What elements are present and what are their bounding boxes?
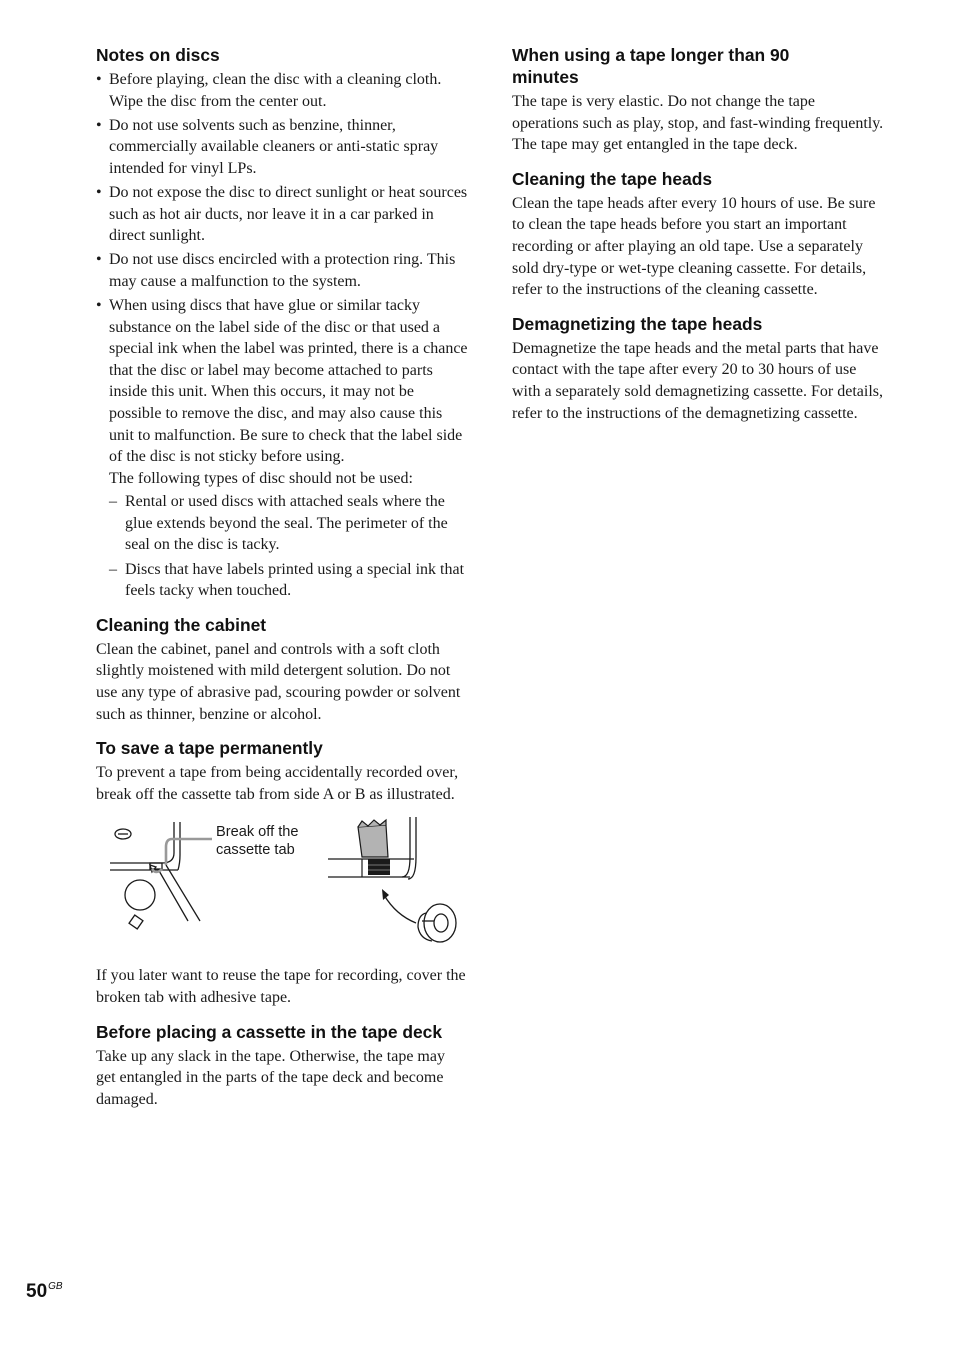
heading-before-placing: Before placing a cassette in the tape deck (96, 1021, 443, 1042)
demagnetizing-text: Demagnetize the tape heads and the metal parts that have contact with the tape after every 20 to 30 hours of use with a separately sold demagnetizing cassette. For details, refer to the instructions of the demagnetizing cassette. (512, 339, 883, 422)
list-item (96, 295, 468, 602)
section-cleaning-cabinet (96, 614, 468, 725)
list-item-text: When using discs that have glue or similar tacky substance on the label side of the disc or that used a special ink when the label was printed, there is a chance that the disc or label may become attached to parts inside this unit. When this occurs, it may not be possible to remove the disc, and may also cause this unit to malfunction. Be sure to check that the label side of the disc is not sticky before using. (109, 296, 468, 466)
list-item: • Do not expose the disc to direct sunlight or heat sources such as hot air ducts, nor leave it in a car parked in direct sunlight. (96, 182, 468, 247)
section-save-tape (96, 737, 468, 1008)
cleaning-heads-text: Clean the tape heads after every 10 hours of use. Be sure to clean the tape heads before you start an important recording or after playing an old tape. Use a separately sold dry-type or wet-type cleaning cassette. For details, refer to the instructions of the cleaning cassette. (512, 194, 876, 299)
heading-demagnetizing: Demagnetizing the tape heads (512, 313, 763, 334)
cassette-tab-illustration (96, 817, 468, 949)
section-demagnetizing (512, 313, 884, 424)
right-column (512, 44, 884, 436)
section-before-placing (96, 1021, 468, 1111)
heading-notes-on-discs: Notes on discs (96, 45, 220, 65)
list-item: – Rental or used discs with attached seals where the glue extends beyond the seal. The perimeter of the seal on the disc is tacky. (109, 491, 468, 556)
cleaning-cabinet-text: Clean the cabinet, panel and controls with a soft cloth slightly moistened with mild detergent solution. Do not use any type of abrasive pad, scouring powder or solvent such as thinner, benzine or alcohol. (96, 640, 461, 723)
list-item: • Before playing, clean the disc with a cleaning cloth. Wipe the disc from the center out. (96, 69, 468, 112)
heading-longer-tape: When using a tape longer than 90 minutes (512, 45, 790, 87)
section-cleaning-heads (512, 168, 884, 301)
heading-save-tape: To save a tape permanently (96, 738, 323, 759)
section-notes-on-discs (96, 44, 468, 602)
page-number (26, 1281, 63, 1303)
list-item: • Do not use discs encircled with a protection ring. This may cause a malfunction to the system. (96, 249, 468, 292)
disc-notes-list (96, 69, 468, 602)
heading-cleaning-cabinet: Cleaning the cabinet (96, 614, 267, 635)
page-number-value: 50 (26, 1281, 48, 1302)
before-placing-text: Take up any slack in the tape. Otherwise, the tape may get entangled in the parts of the tape deck and become damaged. (96, 1047, 445, 1108)
following-types-text: The following types of disc should not be used: (109, 469, 413, 487)
disc-types-list (109, 491, 468, 601)
heading-cleaning-heads: Cleaning the tape heads (512, 168, 713, 189)
section-longer-tape (512, 44, 884, 156)
left-column (96, 44, 468, 1122)
list-item: – Discs that have labels printed using a special ink that feels tacky when touched. (109, 559, 468, 602)
reuse-tape-text: If you later want to reuse the tape for recording, cover the broken tab with adhesive tape. (96, 967, 466, 1006)
longer-tape-text: The tape is very elastic. Do not change the tape operations such as play, stop, and fast-winding frequently. The tape may get entangled in the tape deck. (512, 93, 884, 154)
list-item: • Do not use solvents such as benzine, thinner, commercially available cleaners or anti-static spray intended for vinyl LPs. (96, 115, 468, 180)
callout-break-off-tab: Break off the cassette tab (216, 824, 299, 859)
page-suffix: GB (48, 1281, 63, 1292)
save-tape-text: To prevent a tape from being accidentally recorded over, break off the cassette tab from side A or B as illustrated. (96, 764, 459, 803)
